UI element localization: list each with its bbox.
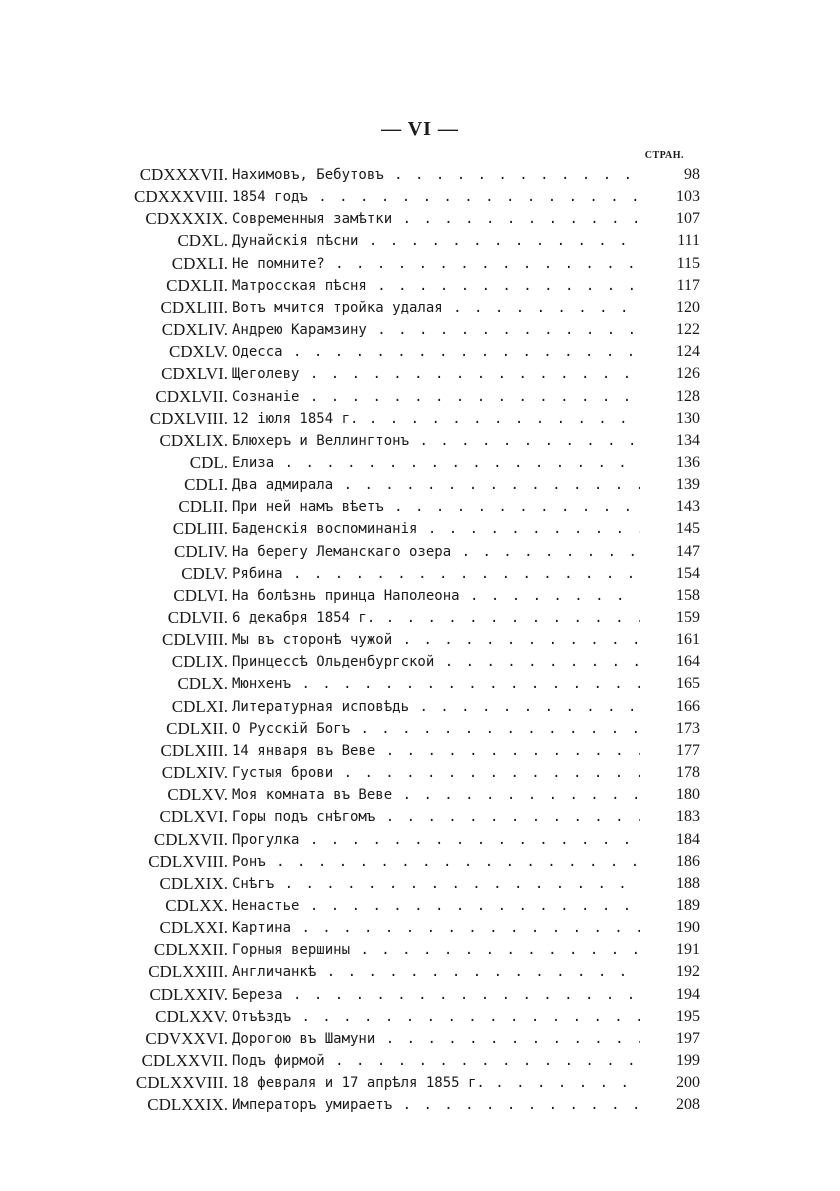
entry-title: Подъ фирмой . . . xyxy=(232,1050,640,1072)
entry-title: Императоръ умираетъ . . . xyxy=(232,1094,640,1116)
entry-title: Не помните? . . . xyxy=(232,253,640,275)
entry-page-number: 103 xyxy=(676,188,700,206)
entry-page-number: 117 xyxy=(676,276,700,294)
entry-page-number: 190 xyxy=(676,919,700,937)
entry-page-number: 189 xyxy=(676,896,700,914)
toc-entry xyxy=(0,961,840,983)
entry-numeral: CDXLVI. xyxy=(161,364,228,384)
toc-entry xyxy=(0,430,840,452)
toc-entry xyxy=(0,1006,840,1028)
entry-numeral: CDXXXIX. xyxy=(145,209,228,229)
toc-entry xyxy=(0,607,840,629)
toc-entry xyxy=(0,1050,840,1072)
toc-entry xyxy=(0,585,840,607)
toc-entry xyxy=(0,452,840,474)
entry-page-number: 164 xyxy=(676,653,700,671)
toc-entry xyxy=(0,208,840,230)
entry-page-number: 166 xyxy=(676,697,700,715)
entry-page-number: 195 xyxy=(676,1007,700,1025)
entry-title: Мюнхенъ . . . xyxy=(232,673,640,695)
toc-entry xyxy=(0,474,840,496)
entry-title: Одесса . . . xyxy=(232,341,640,363)
entry-title: Андрею Карамзину . . . xyxy=(232,319,640,341)
entry-title: Снѣгъ . . . xyxy=(232,873,640,895)
entry-title: На берегу Леманскаго озера . . . xyxy=(232,541,640,563)
entry-numeral: CDLXVI. xyxy=(159,807,228,827)
entry-numeral: CDLXVIII. xyxy=(148,851,228,871)
entry-page-number: 184 xyxy=(676,830,700,848)
entry-numeral: CDXLII. xyxy=(166,275,228,295)
entry-numeral: CDLXXIX. xyxy=(147,1095,228,1115)
entry-page-number: 145 xyxy=(676,520,700,538)
entry-title: О Русскій Богъ . . . xyxy=(232,718,640,740)
entry-numeral: CDXLV. xyxy=(168,342,228,362)
entry-page-number: 107 xyxy=(676,210,700,228)
entry-title: Прогулка . . . xyxy=(232,829,640,851)
toc-entry xyxy=(0,1028,840,1050)
entry-page-number: 183 xyxy=(676,808,700,826)
entry-numeral: CDXLIX. xyxy=(159,430,228,450)
entry-page-number: 120 xyxy=(676,298,700,316)
toc-entry xyxy=(0,917,840,939)
toc-entry xyxy=(0,1094,840,1116)
entry-numeral: CDLX. xyxy=(177,674,228,694)
entry-numeral: CDXXXVIII. xyxy=(134,187,228,207)
entry-title: На болѣзнь принца Наполеона . . . xyxy=(232,585,640,607)
entry-title: Щеголеву . . . xyxy=(232,363,640,385)
entry-title: Англичанкѣ . . . xyxy=(232,961,640,983)
entry-title: Картина . . . xyxy=(232,917,640,939)
entry-page-number: 139 xyxy=(676,476,700,494)
toc-entry xyxy=(0,518,840,540)
entry-numeral: CDLVIII. xyxy=(162,630,228,650)
entry-page-number: 200 xyxy=(676,1074,700,1092)
entry-title: Сознаніе . . . xyxy=(232,386,640,408)
entry-numeral: CDLXXII. xyxy=(153,940,228,960)
entry-numeral: CDL. xyxy=(189,452,228,472)
entry-title: Моя комната въ Веве . . . xyxy=(232,784,640,806)
toc-entry xyxy=(0,541,840,563)
entry-numeral: CDLXII. xyxy=(166,718,228,738)
entry-numeral: CDLVI. xyxy=(173,585,228,605)
entry-page-number: 161 xyxy=(676,631,700,649)
toc-entry xyxy=(0,408,840,430)
entry-numeral: CDLXXV. xyxy=(155,1006,228,1026)
entry-title: Нахимовъ, Бебутовъ . . . xyxy=(232,164,640,186)
toc-entry xyxy=(0,740,840,762)
entry-title: Береза . . . xyxy=(232,984,640,1006)
toc-entry xyxy=(0,984,840,1006)
entry-numeral: CDLXX. xyxy=(165,895,228,915)
entry-title: При ней намъ вѣетъ . . . xyxy=(232,496,640,518)
entry-title: Дорогою въ Шамуни . . . xyxy=(232,1028,640,1050)
entry-numeral: CDXLIV. xyxy=(161,320,228,340)
entry-title: Ненастье . . . xyxy=(232,895,640,917)
entry-title: Принцессѣ Ольденбургской . . . xyxy=(232,651,640,673)
entry-title: 14 января въ Веве . . . xyxy=(232,740,640,762)
entry-page-number: 136 xyxy=(676,453,700,471)
entry-page-number: 124 xyxy=(676,343,700,361)
entry-numeral: CDXLVII. xyxy=(155,386,228,406)
entry-page-number: 199 xyxy=(676,1052,700,1069)
entry-numeral: CDXLI. xyxy=(171,253,228,273)
toc-entry xyxy=(0,673,840,695)
entry-page-number: 192 xyxy=(676,963,700,981)
entry-page-number: 147 xyxy=(676,542,700,560)
entry-numeral: CDXLVIII. xyxy=(149,408,228,428)
toc-entry xyxy=(0,806,840,828)
entry-page-number: 194 xyxy=(676,985,700,1003)
entry-page-number: 143 xyxy=(676,498,700,516)
entry-title: 18 февраля и 17 апрѣля 1855 г. . . . xyxy=(232,1072,640,1094)
entry-title: Баденскія воспоминанія . . . xyxy=(232,518,640,540)
entry-title: Литературная исповѣдь . . . xyxy=(232,696,640,718)
toc-entry xyxy=(0,762,840,784)
entry-page-number: 208 xyxy=(676,1096,700,1114)
entry-page-number: 154 xyxy=(676,564,700,582)
toc-entry xyxy=(0,363,840,385)
entry-title: Вотъ мчится тройка удалая . . . xyxy=(232,297,640,319)
entry-page-number: 122 xyxy=(676,321,700,339)
entry-page-number: 173 xyxy=(676,719,700,737)
toc-entry xyxy=(0,386,840,408)
entry-title: Горы подъ снѣгомъ . . . xyxy=(232,806,640,828)
entry-numeral: CDLXXI. xyxy=(159,918,228,938)
toc-entry xyxy=(0,319,840,341)
entry-page-number: 115 xyxy=(676,254,700,272)
toc-entry xyxy=(0,496,840,518)
toc-entry xyxy=(0,829,840,851)
entry-numeral: CDLXV. xyxy=(167,785,228,805)
entry-title: Елиза . . . xyxy=(232,452,640,474)
entry-page-number: 159 xyxy=(676,609,700,626)
entry-numeral: CDLIV. xyxy=(174,541,228,561)
entry-page-number: 191 xyxy=(676,941,700,959)
toc-entry xyxy=(0,297,840,319)
entry-numeral: CDLXIV. xyxy=(161,763,228,783)
entry-title: Горныя вершины . . . xyxy=(232,939,640,961)
toc-entry xyxy=(0,873,840,895)
entry-page-number: 134 xyxy=(676,431,700,449)
entry-title: Дунайскія пѣсни . . . xyxy=(232,230,640,252)
entry-page-number: 197 xyxy=(676,1029,700,1047)
entry-page-number: 186 xyxy=(676,852,700,870)
toc-entry xyxy=(0,253,840,275)
entry-numeral: CDVXXVI. xyxy=(145,1028,228,1048)
entry-title: Ронъ . . . xyxy=(232,851,640,873)
entry-page-number: 178 xyxy=(676,764,700,782)
toc-entry xyxy=(0,230,840,252)
entry-title: 1854 годъ . . . xyxy=(232,186,640,208)
entry-numeral: CDLXXIV. xyxy=(149,984,228,1004)
entry-numeral: CDLXVII. xyxy=(153,829,228,849)
entry-numeral: CDXL. xyxy=(177,231,228,251)
toc-entry xyxy=(0,651,840,673)
entry-numeral: CDLXIII. xyxy=(160,740,228,760)
entry-numeral: CDLI. xyxy=(184,475,228,495)
toc-entry xyxy=(0,784,840,806)
toc-entry xyxy=(0,851,840,873)
entry-title: Два адмирала . . . xyxy=(232,474,640,496)
toc-entry xyxy=(0,718,840,740)
entry-page-number: 111 xyxy=(677,232,700,250)
entry-numeral: CDLIII. xyxy=(172,519,228,539)
entry-page-number: 188 xyxy=(676,874,700,892)
toc-entry xyxy=(0,696,840,718)
toc-entry xyxy=(0,341,840,363)
page-number: — VI — xyxy=(381,118,459,140)
entry-numeral: CDLV. xyxy=(181,563,228,583)
entry-page-number: 128 xyxy=(676,387,700,405)
entry-title: Блюхеръ и Веллингтонъ . . . xyxy=(232,430,640,452)
page-column-label: СТРАН. xyxy=(644,150,684,161)
toc-entry xyxy=(0,939,840,961)
toc-entry xyxy=(0,1072,840,1094)
entry-title: Матросская пѣсня . . . xyxy=(232,275,640,297)
toc-entry xyxy=(0,186,840,208)
toc-entry xyxy=(0,895,840,917)
entry-page-number: 165 xyxy=(676,675,700,693)
entry-page-number: 177 xyxy=(676,741,700,759)
entry-title: Рябина . . . xyxy=(232,563,640,585)
entry-numeral: CDLIX. xyxy=(171,652,228,672)
entry-numeral: CDLXXIII. xyxy=(148,962,228,982)
entry-numeral: CDLII. xyxy=(178,497,228,517)
entry-title: 12 іюля 1854 г. . . . xyxy=(232,408,640,430)
entry-numeral: CDXXXVII. xyxy=(139,165,228,184)
toc-entry xyxy=(0,164,840,186)
entry-page-number: 98 xyxy=(684,166,700,183)
entry-numeral: CDXLIII. xyxy=(160,297,228,317)
entry-title: Густыя брови . . . xyxy=(232,762,640,784)
entry-page-number: 130 xyxy=(676,409,700,427)
entry-title: 6 декабря 1854 г. . . . xyxy=(232,607,640,629)
entry-page-number: 180 xyxy=(676,786,700,804)
entry-title: Отъѣздъ . . . xyxy=(232,1006,640,1028)
entry-numeral: CDLXI. xyxy=(171,696,228,716)
entry-numeral: CDLXXVII. xyxy=(141,1051,228,1070)
toc-entry xyxy=(0,629,840,651)
entry-title: Современныя замѣтки . . . xyxy=(232,208,640,230)
entry-page-number: 158 xyxy=(676,586,700,604)
entry-page-number: 126 xyxy=(676,365,700,383)
entry-numeral: CDLVII. xyxy=(167,608,228,627)
entry-numeral: CDLXIX. xyxy=(159,873,228,893)
toc-entry xyxy=(0,275,840,297)
toc-entry xyxy=(0,563,840,585)
entry-title: Мы въ сторонѣ чужой . . . xyxy=(232,629,640,651)
entry-numeral: CDLXXVIII. xyxy=(135,1073,228,1093)
